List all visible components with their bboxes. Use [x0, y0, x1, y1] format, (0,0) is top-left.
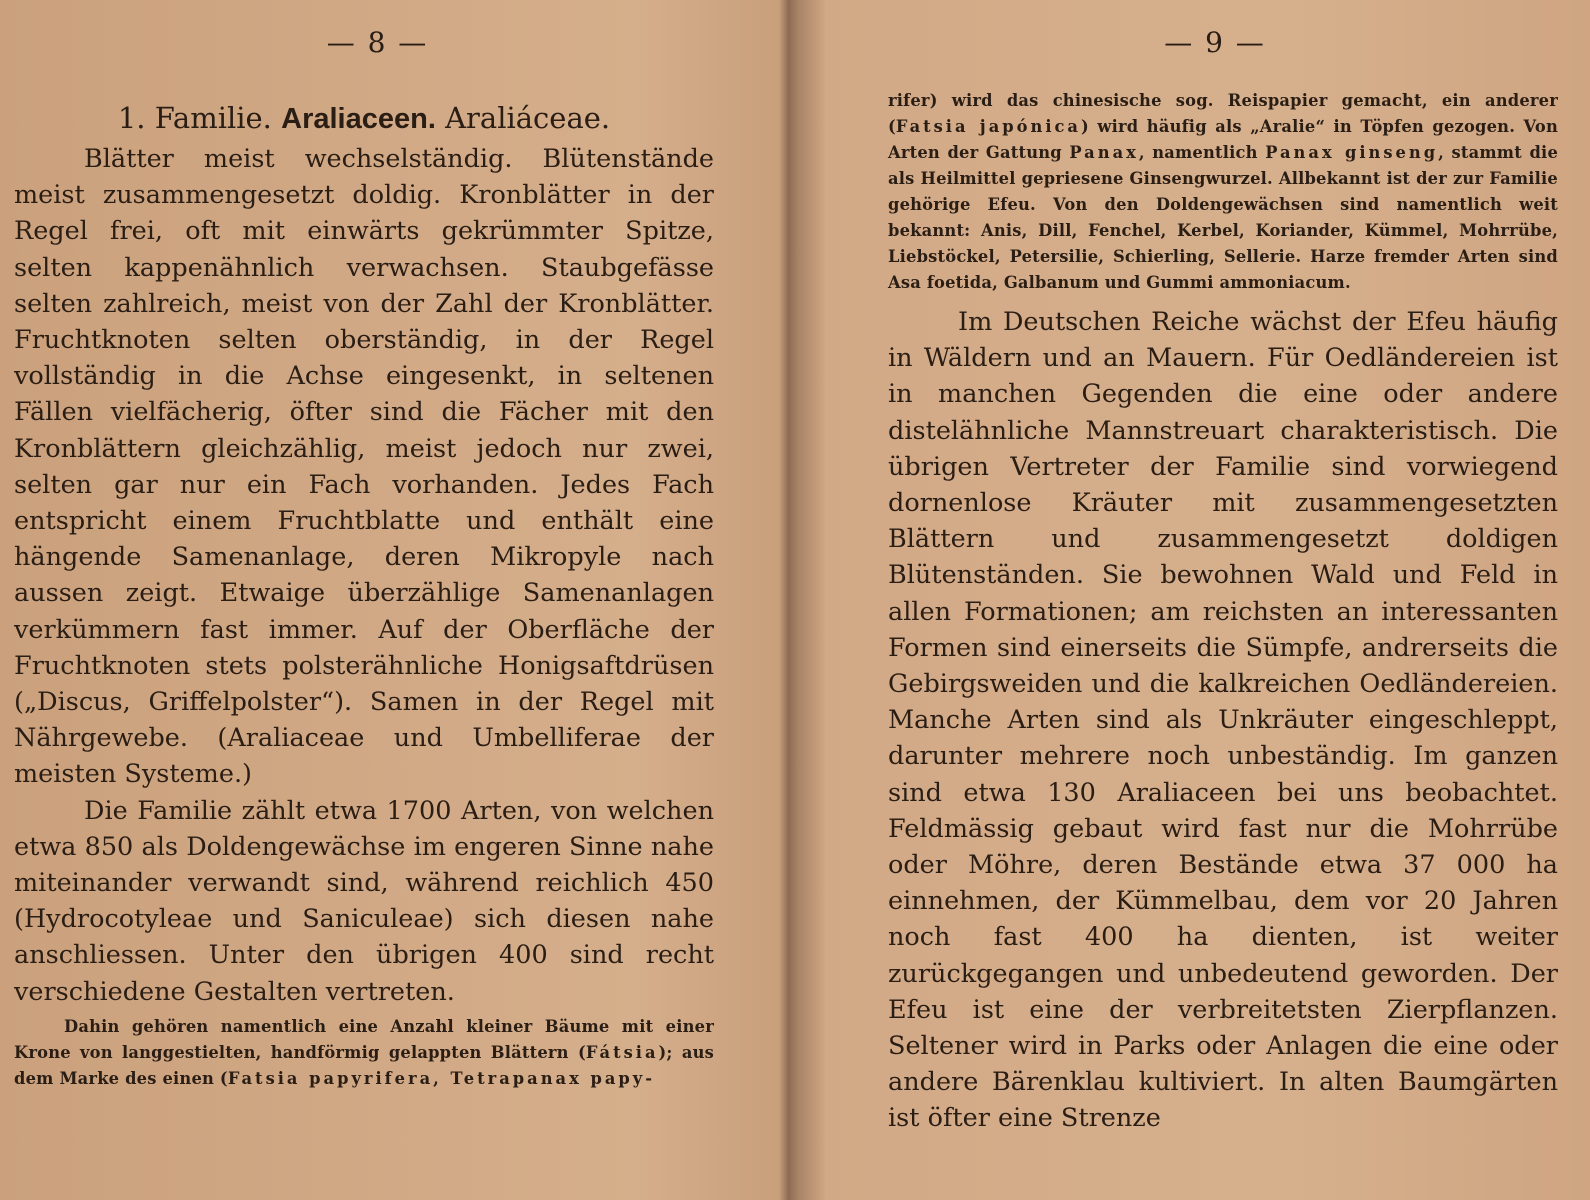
species-names: Fatsia papyrifera, Tetrapanax papy- [227, 1068, 655, 1088]
distribution-paragraph: Im Deutschen Reiche wächst der Efeu häufig in Wäldern und an Mauern. Für Oedländereien ist in manchen Gegenden die eine oder andere distelähnliche Mannstreuart charakteristisch. Die übrigen Vertreter der Familie sind vorwiegend dornenlose Kräuter mit zusammengesetzten Blättern und zusammengesetzt doldigen Blütenständen. Sie bewohnen Wald und Feld in allen Formationen; am reichsten an interessanten Formen sind einerseits die Sümpfe, andrerseits die Gebirgsweiden und die kalkreichen Oedländereien. Manche Arten sind als Unkräuter eingeschleppt, darunter mehrere noch unbeständig. Im ganzen sind etwa 130 Araliaceen bei uns beobachtet. Feldmässig gebaut wird fast nur die Mohrrübe oder Möhre, deren Bestände etwa 37 000 ha einnehmen, der Kümmelbau, dem vor 20 Jahren noch fast 400 ha dienten, ist weiter zurückgegangen und unbedeutend geworden. Der Efeu ist eine der verbreitetsten Zierpflanzen. Seltener wird in Parks oder Anlagen die eine oder andere Bärenklau kultiviert. In alten Baumgärten ist öfter eine Strenze [888, 307, 1558, 1134]
footnote-text: ) wird häufig als „Aralie“ in Töpfen gezogen. Von Arten der Gattung [888, 117, 1558, 162]
footnote-paragraph [14, 1014, 714, 1092]
family-number: 1. Familie. [117, 101, 272, 135]
family-name: Araliaceen. [281, 103, 436, 135]
footnote-text: Dahin gehören namentlich eine Anzahl kleiner Bäume mit einer Krone von langgestielten, handförmig gelappten Blättern ( [14, 1016, 714, 1062]
family-latin-name: Araliáceae. [445, 101, 611, 135]
footnote-text: rifer) wird das chinesische sog. Reispapier gemacht, ein anderer ( [888, 91, 1558, 136]
right-text-block [888, 88, 1558, 1137]
footnote-continuation [888, 88, 1558, 296]
genus-name: Panax [1069, 143, 1139, 162]
footnote-text: ); aus dem Marke des einen ( [14, 1042, 714, 1088]
left-text-block [14, 98, 714, 1092]
species-paragraph: Die Familie zählt etwa 1700 Arten, von welchen etwa 850 als Doldengewächse im engeren Sinne nahe miteinander verwandt sind, während reichlich 450 (Hydrocotyleae und Saniculeae) sich diesen nahe anschliessen. Unter den übrigen 400 sind recht verschiedene Gestalten vertreten. [14, 795, 714, 1007]
right-page [800, 0, 1590, 1200]
genus-name: Fátsia [585, 1042, 659, 1062]
page-number: — 9 — [1164, 26, 1266, 59]
species-name: Panax ginseng [1265, 143, 1439, 162]
family-heading [14, 98, 714, 139]
footnote-text: , stammt die als Heilmittel gepriesene Ginsengwurzel. Allbekannt ist der zur Familie gehörige Efeu. Von den Doldengewächsen sind namentlich weit bekannt: Anis, Dill, Fenchel, Kerbel, Koriander, Kümmel, Mohrrübe, Liebstöckel, Petersilie, Schierling, Sellerie. Harze fremder Arten sind Asa foetida, Galbanum und Gummi ammoniacum. [888, 143, 1558, 292]
page-number: — 8 — [326, 26, 429, 59]
description-paragraph: Blätter meist wechselständig. Blütenstände meist zusammengesetzt doldig. Kronblätter in der Regel frei, oft mit einwärts gekrümmter Spitze, selten kappenähnlich verwachsen. Staubgefässe selten zahlreich, meist von der Zahl der Kronblätter. Fruchtknoten selten oberständig, in der Regel vollständig in die Achse eingesenkt, in seltenen Fällen vielfächerig, öfter sind die Fächer mit den Kronblättern gleichzählig, meist jedoch nur zwei, selten gar nur ein Fach vorhanden. Jedes Fach entspricht einem Fruchtblatte und enthält eine hängende Samenanlage, deren Mikropyle nach aussen zeigt. Etwaige überzählige Samenanlagen verkümmern fast immer. Auf der Oberfläche der Fruchtknoten stets polsterähnliche Honigsaftdrüsen („Discus, Griffelpolster“). Samen in der Regel mit Nährgewebe. (Araliaceae und Umbelliferae der meisten Systeme.) [14, 144, 714, 790]
species-name: Fatsia japónica [895, 117, 1081, 136]
footnote-text: , namentlich [1138, 143, 1266, 162]
